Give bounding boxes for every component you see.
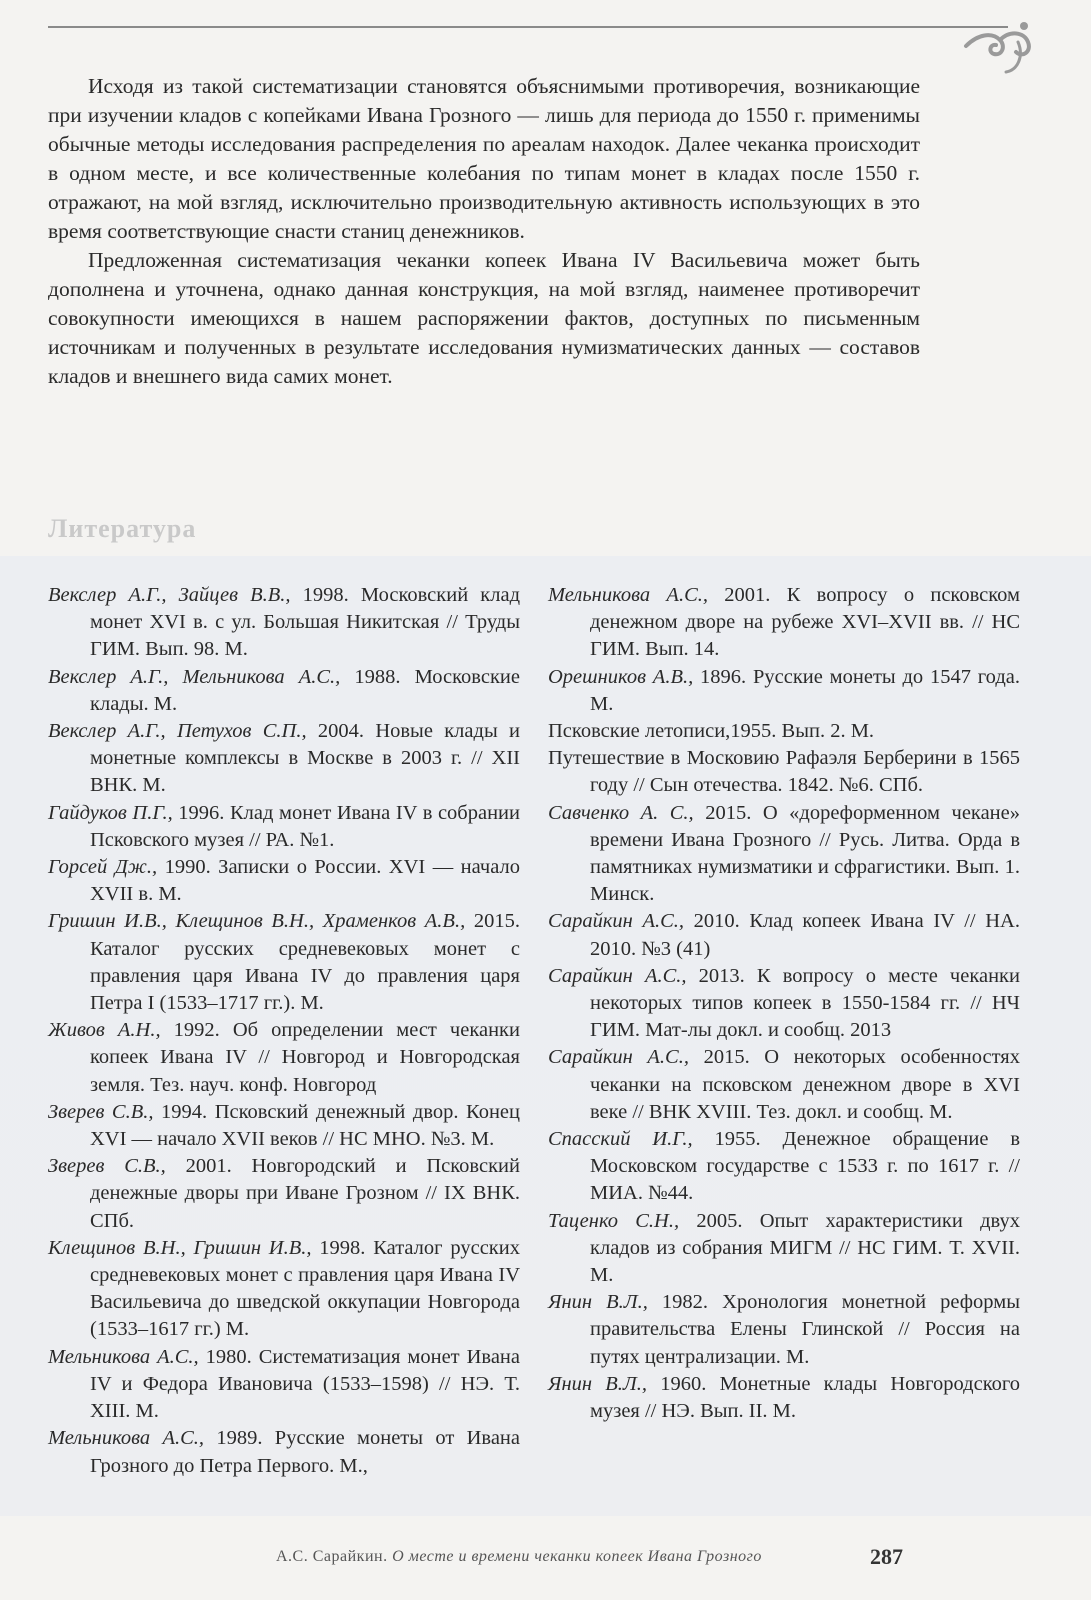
reference-entry xyxy=(48,800,520,854)
reference-text: 2015. О некоторых особенностях чеканки на псковском денежном дворе в XVI веке // ВНК XVIII. Тез. докл. и сообщ. М. xyxy=(590,1046,1020,1123)
reference-text: 2005. Опыт характеристики двух кладов из собрания МИГМ // НС ГИМ. Т. XVII. М. xyxy=(590,1209,1020,1287)
reference-author: Векслер А.Г., Петухов С.П., xyxy=(48,720,307,743)
reference-entry xyxy=(48,718,520,800)
literature-heading: Литература xyxy=(48,514,197,543)
reference-text: 1996. Клад монет Ивана IV в собрании Псковского музея // РА. №1. xyxy=(90,801,521,851)
running-footer xyxy=(276,1548,916,1566)
reference-text: 1955. Денежное обращение в Московском государстве с 1533 г. по 1617 г. // МИА. №44. xyxy=(590,1128,1020,1205)
paragraph: Предложенная систематизация чеканки копеек Ивана IV Васильевича может быть дополнена и уточнена, однако данная конструкция, на мой взгляд, наименее противоречит совокупности имеющихся в нашем распоряжении фактов, доступных по письменным источникам и полученных в результате исследования нумизматических данных — составов кладов и внешнего вида самих монет. xyxy=(48,248,920,388)
references-right-column xyxy=(548,582,1020,1425)
reference-author: Гайдуков П.Г., xyxy=(48,801,173,824)
references-left-column xyxy=(48,582,520,1480)
reference-text: 1994. Псковский денежный двор. Конец XVI — начало XVII веков // НС МНО. №3. М. xyxy=(90,1100,520,1151)
reference-author: Векслер А.Г., Зайцев В.В., xyxy=(48,584,291,606)
reference-author: Горсей Дж., xyxy=(48,856,158,879)
reference-author: Янин В.Л., xyxy=(548,1372,648,1395)
reference-author: Таценко С.Н., xyxy=(548,1209,680,1232)
reference-entry xyxy=(548,1126,1020,1208)
reference-entry xyxy=(48,582,520,664)
reference-text: 1998. Московский клад монет XVI в. с ул. Большая Никитская // Труды ГИМ. Вып. 98. М. xyxy=(90,584,521,661)
reference-text: 2001. К вопросу о псковском денежном дворе на рубеже XVI–XVII вв. // НС ГИМ. Вып. 14. xyxy=(590,584,1021,661)
reference-author: Гришин И.В., Клещинов В.Н., Храменков А.В., xyxy=(48,910,466,933)
reference-text: 1998. Каталог русских средневековых монет с правления царя Ивана IV Васильевича до шведской оккупации Новгорода (1533–1617 гг.) М. xyxy=(90,1236,520,1341)
reference-entry xyxy=(48,664,520,718)
reference-text: Псковские летописи,1955. Вып. 2. М. xyxy=(548,720,875,743)
reference-author: Зверев С.В., xyxy=(48,1100,154,1123)
reference-entry xyxy=(48,1153,520,1235)
reference-entry xyxy=(548,582,1020,664)
reference-text: 2004. Новые клады и монетные комплексы в Москве в 2003 г. // XII ВНК. М. xyxy=(90,720,520,797)
reference-entry xyxy=(548,908,1020,962)
reference-entry xyxy=(548,664,1020,718)
reference-entry xyxy=(548,800,1020,909)
reference-text: 1989. Русские монеты от Ивана Грозного до Петра Первого. М., xyxy=(90,1427,520,1477)
footer-author: А.С. Сарайкин. xyxy=(276,1548,388,1565)
reference-entry xyxy=(548,718,1020,745)
reference-author: Орешников А.В., xyxy=(548,665,694,688)
reference-entry xyxy=(548,1289,1020,1371)
reference-entry xyxy=(48,1344,520,1426)
top-rule xyxy=(48,26,1008,28)
reference-entry xyxy=(548,745,1020,799)
reference-text: Путешествие в Московию Рафаэля Берберини в 1565 году // Сын отечества. 1842. №6. СПб. xyxy=(548,747,1020,797)
reference-author: Савченко А. С., xyxy=(548,801,694,824)
reference-text: 2010. Клад копеек Ивана IV // НА. 2010. №3 (41) xyxy=(590,910,1020,960)
reference-author: Сарайкин А.С., xyxy=(548,910,685,933)
reference-entry xyxy=(48,1235,520,1344)
reference-author: Зверев С.В., xyxy=(48,1155,166,1178)
reference-author: Клещинов В.Н., Гришин И.В., xyxy=(48,1236,312,1259)
reference-author: Векслер А.Г., Мельникова А.С., xyxy=(48,665,341,688)
page-number: 287 xyxy=(870,1544,903,1569)
reference-text: 2015. Каталог русских средневековых монет с правления царя Ивана IV до правления царя Петра I (1533–1717 гг.). М. xyxy=(90,910,520,1015)
footer-title: О месте и времени чеканки копеек Ивана Грозного xyxy=(392,1548,762,1565)
reference-entry xyxy=(48,854,520,908)
reference-entry xyxy=(548,1208,1020,1290)
reference-author: Мельникова А.С., xyxy=(48,1427,205,1450)
reference-author: Янин В.Л., xyxy=(548,1291,648,1314)
reference-author: Мельникова А.С., xyxy=(548,584,708,606)
reference-entry xyxy=(548,963,1020,1045)
reference-text: 1896. Русские монеты до 1547 года. М. xyxy=(590,665,1020,715)
reference-entry xyxy=(48,908,520,1017)
reference-text: 1960. Монетные клады Новгородского музея // НЭ. Вып. II. М. xyxy=(590,1372,1021,1423)
reference-entry xyxy=(548,1371,1020,1425)
reference-text: 2013. К вопросу о месте чеканки некоторых типов копеек в 1550-1584 гг. // НЧ ГИМ. Мат-лы докл. и сообщ. 2013 xyxy=(590,964,1020,1042)
reference-text: 1982. Хронология монетной реформы правительства Елены Глинской // Россия на путях централизации. М. xyxy=(590,1291,1020,1368)
reference-author: Мельникова А.С., xyxy=(48,1345,199,1368)
reference-text: 1990. Записки о России. XVI — начало XVII в. М. xyxy=(90,856,520,906)
reference-author: Спасский И.Г., xyxy=(548,1128,693,1151)
reference-author: Сарайкин А.С., xyxy=(548,1046,689,1069)
reference-author: Сарайкин А.С., xyxy=(548,964,687,987)
ornament-icon xyxy=(958,12,1038,82)
paragraph: Исходя из такой систематизации становятся объяснимыми противоречия, возникающие при изучении кладов с копейками Ивана Грозного — лишь для периода до 1550 г. применимы обычные методы исследования распределения по ареалам находок. Далее чеканка происходит в одном месте, и все количественные колебания по типам монет в кладах после 1550 г. отражают, на мой взгляд, исключительно производительную активность использующих в это время соответствующие снасти станиц денежников. xyxy=(48,74,920,243)
reference-text: 1992. Об определении мест чеканки копеек Ивана IV // Новгород и Новгородская земля. Тез. науч. конф. Новгород xyxy=(90,1019,520,1096)
reference-entry xyxy=(548,1044,1020,1126)
reference-entry xyxy=(48,1017,520,1099)
body-text xyxy=(48,72,920,391)
reference-text: 1980. Систематизация монет Ивана IV и Федора Ивановича (1533–1598) // НЭ. Т. XIII. М. xyxy=(90,1345,520,1423)
reference-text: 1988. Московские клады. М. xyxy=(90,665,520,715)
reference-entry xyxy=(48,1099,520,1153)
reference-author: Живов А.Н., xyxy=(48,1019,161,1042)
reference-entry xyxy=(48,1425,520,1479)
reference-text: 2001. Новгородский и Псковский денежные дворы при Иване Грозном // IX ВНК. СПб. xyxy=(90,1155,520,1232)
reference-text: 2015. О «дореформенном чекане» времени Ивана Грозного // Русь. Литва. Орда в памятниках нумизматики и сфрагистики. Вып. 1. Минск. xyxy=(590,801,1020,906)
